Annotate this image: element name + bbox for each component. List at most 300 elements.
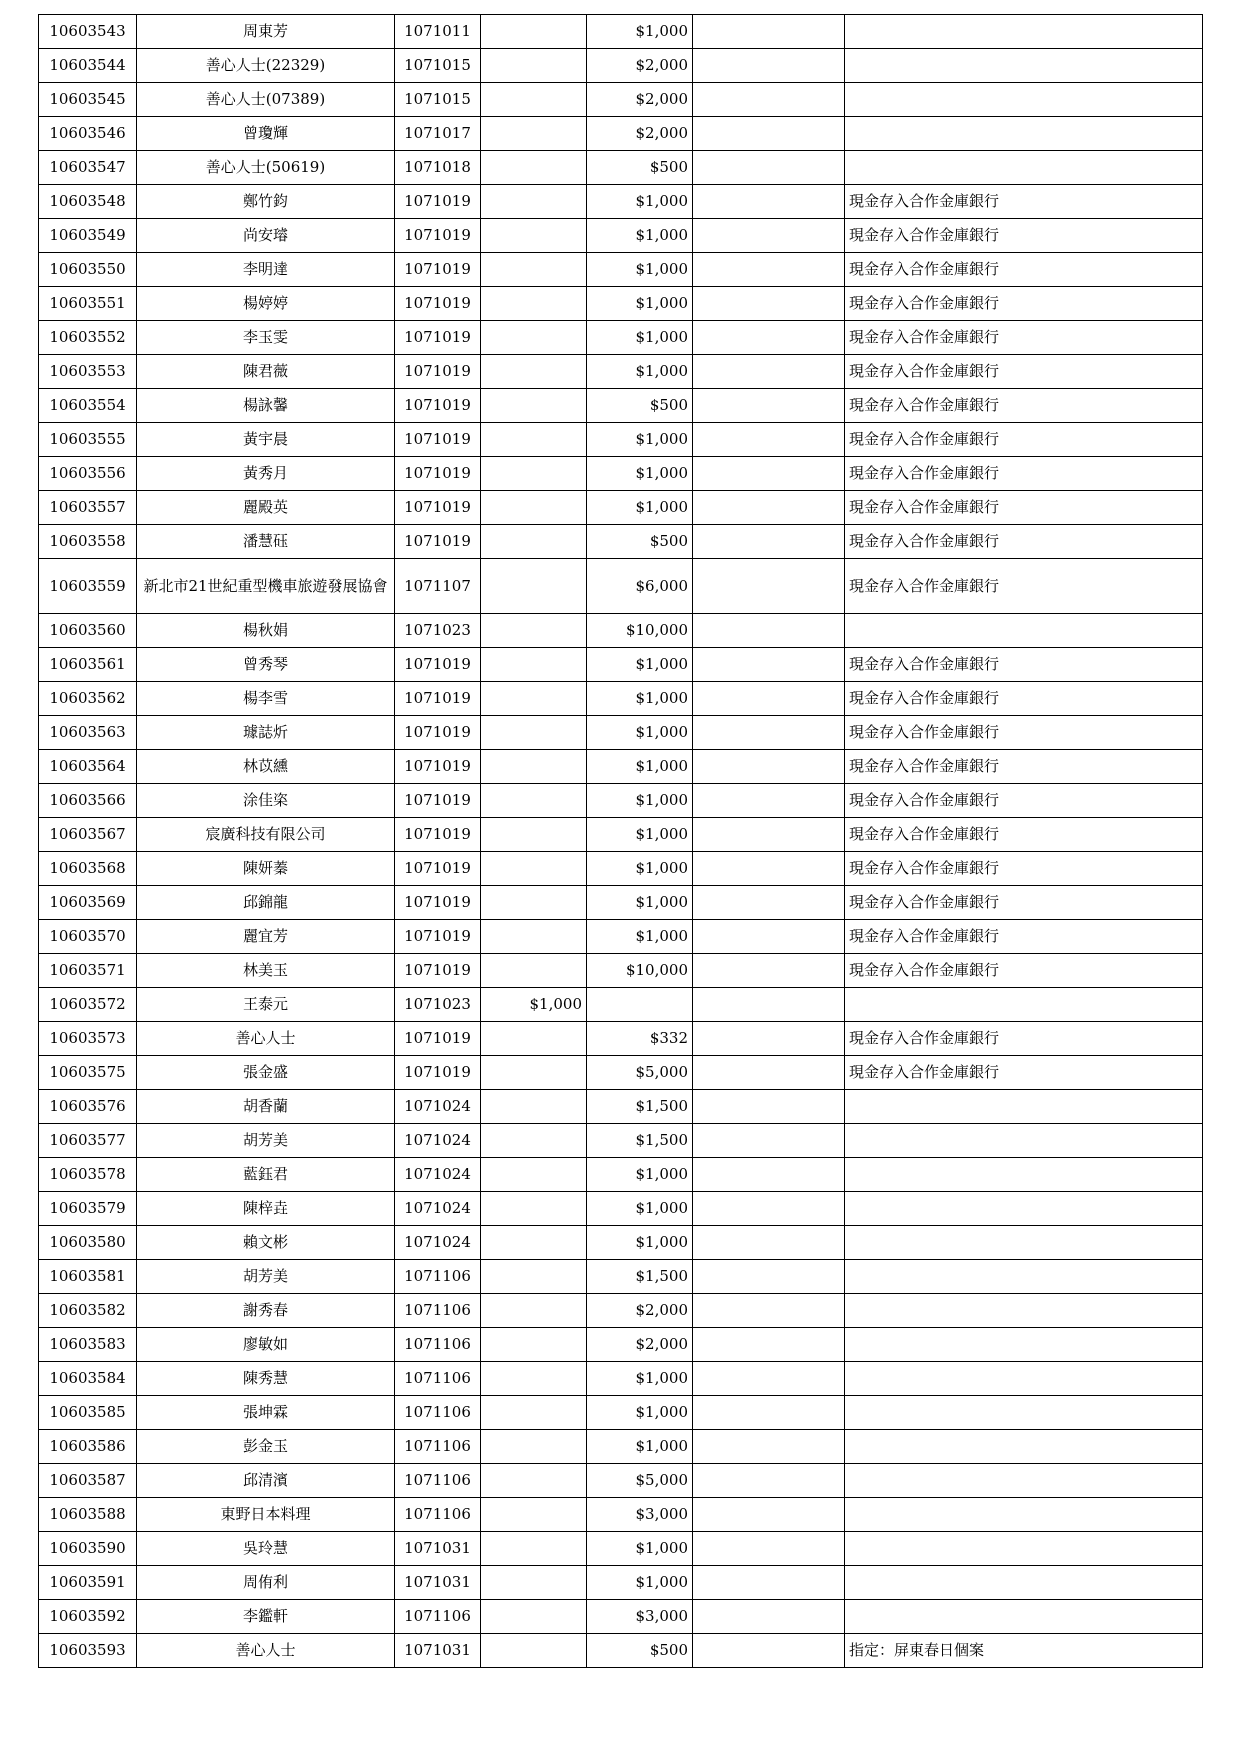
remark-cell <box>845 83 1203 117</box>
donor-name-cell: 楊李雪 <box>137 682 395 716</box>
table-row <box>39 1430 1203 1464</box>
donation-date-cell: 1071019 <box>395 716 481 750</box>
donation-date-cell: 1071024 <box>395 1090 481 1124</box>
receipt-number-cell: 10603572 <box>39 988 137 1022</box>
table-row <box>39 117 1203 151</box>
extra-amount-cell <box>693 355 845 389</box>
donation-date-cell: 1071024 <box>395 1124 481 1158</box>
donation-date-cell: 1071107 <box>395 559 481 614</box>
donation-amount-cell: $1,500 <box>587 1090 693 1124</box>
donation-amount-cell: $1,000 <box>587 886 693 920</box>
extra-amount-cell <box>693 423 845 457</box>
cash-amount-cell <box>481 1532 587 1566</box>
table-row <box>39 1396 1203 1430</box>
donation-date-cell: 1071019 <box>395 491 481 525</box>
remark-cell: 現金存入合作金庫銀行 <box>845 253 1203 287</box>
table-row <box>39 648 1203 682</box>
receipt-number-cell: 10603591 <box>39 1566 137 1600</box>
extra-amount-cell <box>693 185 845 219</box>
donor-name-cell: 吳玲慧 <box>137 1532 395 1566</box>
donation-amount-cell: $10,000 <box>587 614 693 648</box>
extra-amount-cell <box>693 1056 845 1090</box>
remark-cell: 現金存入合作金庫銀行 <box>845 389 1203 423</box>
extra-amount-cell <box>693 1600 845 1634</box>
donation-date-cell: 1071106 <box>395 1260 481 1294</box>
receipt-number-cell: 10603562 <box>39 682 137 716</box>
remark-cell: 現金存入合作金庫銀行 <box>845 423 1203 457</box>
extra-amount-cell <box>693 151 845 185</box>
table-row <box>39 1498 1203 1532</box>
cash-amount-cell <box>481 1260 587 1294</box>
receipt-number-cell: 10603576 <box>39 1090 137 1124</box>
donation-date-cell: 1071031 <box>395 1566 481 1600</box>
receipt-number-cell: 10603552 <box>39 321 137 355</box>
table-row <box>39 716 1203 750</box>
extra-amount-cell <box>693 1566 845 1600</box>
extra-amount-cell <box>693 716 845 750</box>
remark-cell: 現金存入合作金庫銀行 <box>845 716 1203 750</box>
donation-date-cell: 1071106 <box>395 1294 481 1328</box>
donation-amount-cell: $1,000 <box>587 15 693 49</box>
receipt-number-cell: 10603553 <box>39 355 137 389</box>
donor-name-cell: 李鑑軒 <box>137 1600 395 1634</box>
donor-name-cell: 涂佳栥 <box>137 784 395 818</box>
donor-name-cell: 藍鈺君 <box>137 1158 395 1192</box>
remark-cell <box>845 1532 1203 1566</box>
receipt-number-cell: 10603575 <box>39 1056 137 1090</box>
remark-cell <box>845 151 1203 185</box>
cash-amount-cell <box>481 525 587 559</box>
donor-name-cell: 麗宜芳 <box>137 920 395 954</box>
receipt-number-cell: 10603586 <box>39 1430 137 1464</box>
donation-amount-cell: $3,000 <box>587 1498 693 1532</box>
table-row <box>39 614 1203 648</box>
donation-amount-cell: $5,000 <box>587 1464 693 1498</box>
receipt-number-cell: 10603559 <box>39 559 137 614</box>
cash-amount-cell <box>481 185 587 219</box>
table-row <box>39 1464 1203 1498</box>
extra-amount-cell <box>693 614 845 648</box>
donation-amount-cell: $1,000 <box>587 1362 693 1396</box>
table-row <box>39 1090 1203 1124</box>
donation-date-cell: 1071024 <box>395 1158 481 1192</box>
donor-name-cell: 王泰元 <box>137 988 395 1022</box>
cash-amount-cell <box>481 1158 587 1192</box>
cash-amount-cell <box>481 491 587 525</box>
cash-amount-cell <box>481 219 587 253</box>
extra-amount-cell <box>693 1226 845 1260</box>
extra-amount-cell <box>693 886 845 920</box>
receipt-number-cell: 10603582 <box>39 1294 137 1328</box>
extra-amount-cell <box>693 1158 845 1192</box>
donation-amount-cell: $1,000 <box>587 1226 693 1260</box>
donation-amount-cell: $1,000 <box>587 423 693 457</box>
donation-amount-cell: $1,000 <box>587 219 693 253</box>
receipt-number-cell: 10603550 <box>39 253 137 287</box>
cash-amount-cell <box>481 389 587 423</box>
donation-date-cell: 1071024 <box>395 1226 481 1260</box>
receipt-number-cell: 10603592 <box>39 1600 137 1634</box>
donation-amount-cell: $1,000 <box>587 716 693 750</box>
extra-amount-cell <box>693 1430 845 1464</box>
receipt-number-cell: 10603584 <box>39 1362 137 1396</box>
table-row <box>39 1532 1203 1566</box>
donation-amount-cell: $1,000 <box>587 818 693 852</box>
donor-name-cell: 胡芳美 <box>137 1124 395 1158</box>
remark-cell <box>845 614 1203 648</box>
extra-amount-cell <box>693 219 845 253</box>
table-row <box>39 219 1203 253</box>
receipt-number-cell: 10603577 <box>39 1124 137 1158</box>
donation-amount-cell: $1,000 <box>587 1396 693 1430</box>
extra-amount-cell <box>693 682 845 716</box>
cash-amount-cell <box>481 321 587 355</box>
donation-date-cell: 1071019 <box>395 389 481 423</box>
remark-cell: 現金存入合作金庫銀行 <box>845 219 1203 253</box>
remark-cell: 現金存入合作金庫銀行 <box>845 818 1203 852</box>
extra-amount-cell <box>693 784 845 818</box>
donation-date-cell: 1071019 <box>395 219 481 253</box>
receipt-number-cell: 10603587 <box>39 1464 137 1498</box>
donor-name-cell: 邱清濱 <box>137 1464 395 1498</box>
donation-amount-cell: $500 <box>587 525 693 559</box>
cash-amount-cell <box>481 1192 587 1226</box>
extra-amount-cell <box>693 1328 845 1362</box>
remark-cell: 現金存入合作金庫銀行 <box>845 457 1203 491</box>
donation-date-cell: 1071019 <box>395 355 481 389</box>
donation-date-cell: 1071019 <box>395 750 481 784</box>
receipt-number-cell: 10603568 <box>39 852 137 886</box>
table-row <box>39 83 1203 117</box>
extra-amount-cell <box>693 321 845 355</box>
table-row <box>39 287 1203 321</box>
remark-cell: 現金存入合作金庫銀行 <box>845 321 1203 355</box>
donation-amount-cell: $1,000 <box>587 1158 693 1192</box>
donor-name-cell: 善心人士 <box>137 1634 395 1668</box>
extra-amount-cell <box>693 49 845 83</box>
donation-date-cell: 1071019 <box>395 920 481 954</box>
cash-amount-cell <box>481 784 587 818</box>
table-row <box>39 1124 1203 1158</box>
donation-ledger-table <box>38 14 1203 1668</box>
cash-amount-cell <box>481 1056 587 1090</box>
table-row <box>39 151 1203 185</box>
table-row <box>39 1022 1203 1056</box>
remark-cell <box>845 988 1203 1022</box>
cash-amount-cell <box>481 1090 587 1124</box>
donation-date-cell: 1071019 <box>395 852 481 886</box>
receipt-number-cell: 10603590 <box>39 1532 137 1566</box>
donation-date-cell: 1071019 <box>395 457 481 491</box>
cash-amount-cell <box>481 83 587 117</box>
extra-amount-cell <box>693 1294 845 1328</box>
donation-amount-cell: $1,000 <box>587 682 693 716</box>
donation-amount-cell: $2,000 <box>587 1294 693 1328</box>
receipt-number-cell: 10603579 <box>39 1192 137 1226</box>
donation-date-cell: 1071019 <box>395 423 481 457</box>
donation-amount-cell: $1,000 <box>587 852 693 886</box>
donor-name-cell: 新北市21世紀重型機車旅遊發展協會 <box>137 559 395 614</box>
donation-amount-cell: $500 <box>587 151 693 185</box>
receipt-number-cell: 10603544 <box>39 49 137 83</box>
remark-cell <box>845 1158 1203 1192</box>
donor-name-cell: 胡香蘭 <box>137 1090 395 1124</box>
receipt-number-cell: 10603558 <box>39 525 137 559</box>
remark-cell <box>845 1464 1203 1498</box>
remark-cell: 現金存入合作金庫銀行 <box>845 559 1203 614</box>
table-row <box>39 920 1203 954</box>
extra-amount-cell <box>693 988 845 1022</box>
remark-cell <box>845 1498 1203 1532</box>
donor-name-cell: 曾瓊輝 <box>137 117 395 151</box>
donation-amount-cell: $1,000 <box>587 750 693 784</box>
extra-amount-cell <box>693 15 845 49</box>
remark-cell <box>845 1362 1203 1396</box>
table-row <box>39 355 1203 389</box>
donation-date-cell: 1071019 <box>395 253 481 287</box>
donation-amount-cell: $1,000 <box>587 1430 693 1464</box>
donor-name-cell: 林美玉 <box>137 954 395 988</box>
donation-date-cell: 1071019 <box>395 287 481 321</box>
donation-date-cell: 1071106 <box>395 1464 481 1498</box>
donor-name-cell: 東野日本料理 <box>137 1498 395 1532</box>
donor-name-cell: 張坤霖 <box>137 1396 395 1430</box>
donation-amount-cell: $1,000 <box>587 185 693 219</box>
donor-name-cell: 麗殿英 <box>137 491 395 525</box>
donor-name-cell: 潘慧砡 <box>137 525 395 559</box>
table-row <box>39 559 1203 614</box>
extra-amount-cell <box>693 117 845 151</box>
extra-amount-cell <box>693 920 845 954</box>
donor-name-cell: 尚安璿 <box>137 219 395 253</box>
extra-amount-cell <box>693 1124 845 1158</box>
table-row <box>39 253 1203 287</box>
table-row <box>39 886 1203 920</box>
receipt-number-cell: 10603567 <box>39 818 137 852</box>
cash-amount-cell <box>481 151 587 185</box>
donation-date-cell: 1071019 <box>395 525 481 559</box>
donation-amount-cell: $1,000 <box>587 648 693 682</box>
table-row <box>39 15 1203 49</box>
cash-amount-cell: $1,000 <box>481 988 587 1022</box>
donation-date-cell: 1071019 <box>395 818 481 852</box>
extra-amount-cell <box>693 525 845 559</box>
ledger-body <box>39 15 1203 1668</box>
remark-cell: 現金存入合作金庫銀行 <box>845 784 1203 818</box>
table-row <box>39 784 1203 818</box>
donor-name-cell: 宸廣科技有限公司 <box>137 818 395 852</box>
remark-cell <box>845 1294 1203 1328</box>
donor-name-cell: 張金盛 <box>137 1056 395 1090</box>
table-row <box>39 1566 1203 1600</box>
donation-amount-cell: $1,000 <box>587 253 693 287</box>
receipt-number-cell: 10603548 <box>39 185 137 219</box>
receipt-number-cell: 10603585 <box>39 1396 137 1430</box>
donation-date-cell: 1071023 <box>395 614 481 648</box>
receipt-number-cell: 10603580 <box>39 1226 137 1260</box>
cash-amount-cell <box>481 423 587 457</box>
donation-date-cell: 1071106 <box>395 1328 481 1362</box>
donation-amount-cell: $2,000 <box>587 49 693 83</box>
extra-amount-cell <box>693 750 845 784</box>
donation-date-cell: 1071106 <box>395 1396 481 1430</box>
cash-amount-cell <box>481 1634 587 1668</box>
donor-name-cell: 廖敏如 <box>137 1328 395 1362</box>
donation-date-cell: 1071019 <box>395 185 481 219</box>
receipt-number-cell: 10603555 <box>39 423 137 457</box>
table-row <box>39 852 1203 886</box>
remark-cell <box>845 15 1203 49</box>
extra-amount-cell <box>693 1362 845 1396</box>
donation-amount-cell: $1,000 <box>587 1566 693 1600</box>
donor-name-cell: 陳梓垚 <box>137 1192 395 1226</box>
extra-amount-cell <box>693 1396 845 1430</box>
extra-amount-cell <box>693 559 845 614</box>
donation-amount-cell: $1,000 <box>587 1532 693 1566</box>
donor-name-cell: 曾秀琴 <box>137 648 395 682</box>
table-row <box>39 525 1203 559</box>
donation-date-cell: 1071019 <box>395 1022 481 1056</box>
remark-cell: 現金存入合作金庫銀行 <box>845 491 1203 525</box>
cash-amount-cell <box>481 1464 587 1498</box>
cash-amount-cell <box>481 1226 587 1260</box>
receipt-number-cell: 10603545 <box>39 83 137 117</box>
donation-date-cell: 1071015 <box>395 49 481 83</box>
remark-cell: 現金存入合作金庫銀行 <box>845 750 1203 784</box>
remark-cell: 現金存入合作金庫銀行 <box>845 1056 1203 1090</box>
remark-cell <box>845 49 1203 83</box>
donor-name-cell: 楊秋娟 <box>137 614 395 648</box>
cash-amount-cell <box>481 15 587 49</box>
table-row <box>39 1056 1203 1090</box>
donation-amount-cell: $1,000 <box>587 355 693 389</box>
table-row <box>39 1328 1203 1362</box>
remark-cell: 現金存入合作金庫銀行 <box>845 682 1203 716</box>
table-row <box>39 1362 1203 1396</box>
extra-amount-cell <box>693 1634 845 1668</box>
donation-amount-cell: $6,000 <box>587 559 693 614</box>
donation-amount-cell <box>587 988 693 1022</box>
table-row <box>39 321 1203 355</box>
receipt-number-cell: 10603569 <box>39 886 137 920</box>
receipt-number-cell: 10603556 <box>39 457 137 491</box>
donation-date-cell: 1071106 <box>395 1498 481 1532</box>
receipt-number-cell: 10603566 <box>39 784 137 818</box>
donation-amount-cell: $10,000 <box>587 954 693 988</box>
donor-name-cell: 彭金玉 <box>137 1430 395 1464</box>
extra-amount-cell <box>693 491 845 525</box>
donation-date-cell: 1071019 <box>395 886 481 920</box>
donor-name-cell: 黃秀月 <box>137 457 395 491</box>
cash-amount-cell <box>481 1430 587 1464</box>
table-row <box>39 423 1203 457</box>
donation-amount-cell: $2,000 <box>587 117 693 151</box>
receipt-number-cell: 10603543 <box>39 15 137 49</box>
donation-date-cell: 1071031 <box>395 1532 481 1566</box>
extra-amount-cell <box>693 1498 845 1532</box>
receipt-number-cell: 10603593 <box>39 1634 137 1668</box>
extra-amount-cell <box>693 1022 845 1056</box>
extra-amount-cell <box>693 457 845 491</box>
donor-name-cell: 鄭竹鈞 <box>137 185 395 219</box>
donation-amount-cell: $1,000 <box>587 287 693 321</box>
donation-amount-cell: $332 <box>587 1022 693 1056</box>
cash-amount-cell <box>481 954 587 988</box>
cash-amount-cell <box>481 1124 587 1158</box>
donation-amount-cell: $3,000 <box>587 1600 693 1634</box>
cash-amount-cell <box>481 355 587 389</box>
extra-amount-cell <box>693 818 845 852</box>
donation-date-cell: 1071017 <box>395 117 481 151</box>
extra-amount-cell <box>693 253 845 287</box>
receipt-number-cell: 10603573 <box>39 1022 137 1056</box>
donation-date-cell: 1071019 <box>395 1056 481 1090</box>
receipt-number-cell: 10603578 <box>39 1158 137 1192</box>
remark-cell <box>845 1600 1203 1634</box>
receipt-number-cell: 10603560 <box>39 614 137 648</box>
donor-name-cell: 邱錦龍 <box>137 886 395 920</box>
table-row <box>39 954 1203 988</box>
donor-name-cell: 李玉雯 <box>137 321 395 355</box>
remark-cell <box>845 1090 1203 1124</box>
donor-name-cell: 善心人士(22329) <box>137 49 395 83</box>
table-row <box>39 1294 1203 1328</box>
cash-amount-cell <box>481 117 587 151</box>
extra-amount-cell <box>693 1260 845 1294</box>
donation-date-cell: 1071023 <box>395 988 481 1022</box>
receipt-number-cell: 10603563 <box>39 716 137 750</box>
table-row <box>39 1634 1203 1668</box>
remark-cell: 現金存入合作金庫銀行 <box>845 920 1203 954</box>
donation-date-cell: 1071015 <box>395 83 481 117</box>
cash-amount-cell <box>481 750 587 784</box>
cash-amount-cell <box>481 457 587 491</box>
cash-amount-cell <box>481 287 587 321</box>
table-row <box>39 750 1203 784</box>
table-row <box>39 1260 1203 1294</box>
donation-date-cell: 1071019 <box>395 682 481 716</box>
extra-amount-cell <box>693 852 845 886</box>
cash-amount-cell <box>481 614 587 648</box>
receipt-number-cell: 10603581 <box>39 1260 137 1294</box>
remark-cell <box>845 1226 1203 1260</box>
cash-amount-cell <box>481 1294 587 1328</box>
donation-amount-cell: $1,000 <box>587 920 693 954</box>
donation-amount-cell: $1,500 <box>587 1260 693 1294</box>
table-row <box>39 49 1203 83</box>
table-row <box>39 682 1203 716</box>
remark-cell <box>845 1192 1203 1226</box>
remark-cell <box>845 1328 1203 1362</box>
donation-date-cell: 1071024 <box>395 1192 481 1226</box>
cash-amount-cell <box>481 886 587 920</box>
cash-amount-cell <box>481 1328 587 1362</box>
donation-amount-cell: $1,500 <box>587 1124 693 1158</box>
donation-amount-cell: $1,000 <box>587 321 693 355</box>
receipt-number-cell: 10603561 <box>39 648 137 682</box>
receipt-number-cell: 10603547 <box>39 151 137 185</box>
donation-amount-cell: $2,000 <box>587 1328 693 1362</box>
remark-cell: 現金存入合作金庫銀行 <box>845 1022 1203 1056</box>
table-row <box>39 988 1203 1022</box>
donation-amount-cell: $500 <box>587 1634 693 1668</box>
donation-date-cell: 1071106 <box>395 1430 481 1464</box>
donation-date-cell: 1071019 <box>395 648 481 682</box>
donor-name-cell: 周侑利 <box>137 1566 395 1600</box>
remark-cell <box>845 1396 1203 1430</box>
extra-amount-cell <box>693 1464 845 1498</box>
receipt-number-cell: 10603564 <box>39 750 137 784</box>
